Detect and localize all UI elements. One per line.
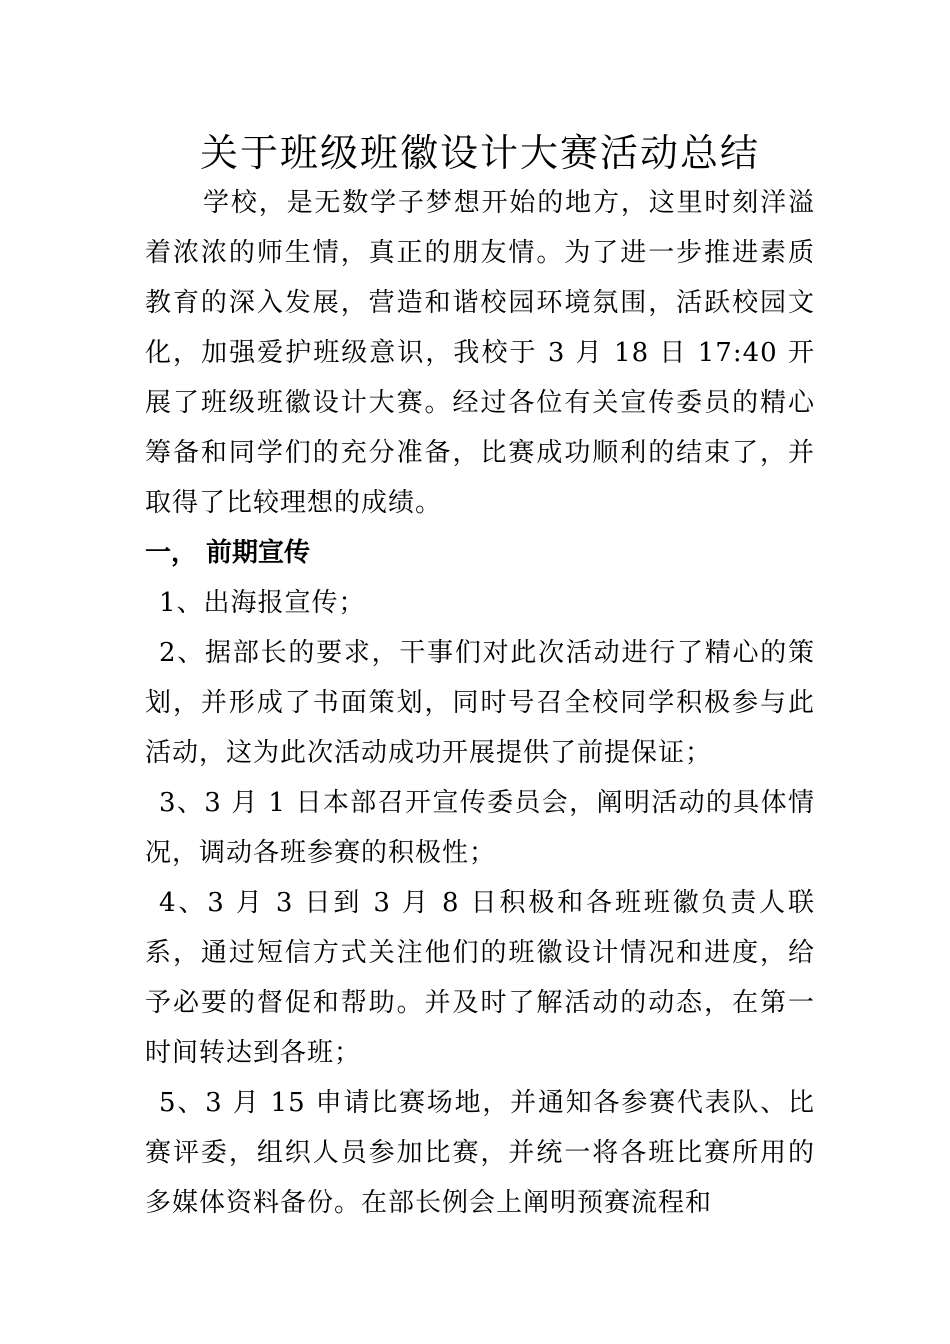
list-item-4: 4、3 月 3 日到 3 月 8 日积极和各班班徽负责人联系，通过短信方式关注他们的班徽设计情况和进度，给予必要的督促和帮助。并及时了解活动的动态，在第一时间转达到各班； xyxy=(145,888,815,1068)
list-item-2: 2、据部长的要求，干事们对此次活动进行了精心的策划，并形成了书面策划，同时号召全校同学积极参与此活动，这为此次活动成功开展提供了前提保证； xyxy=(145,638,815,768)
list-item-1: 1、出海报宣传； xyxy=(159,588,366,618)
list-item-3: 3、3 月 1 日本部召开宣传委员会，阐明活动的具体情况，调动各班参赛的积极性； xyxy=(145,788,815,868)
document-title: 关于班级班徽设计大赛活动总结 xyxy=(199,131,760,175)
list-item-5: 5、3 月 15 申请比赛场地，并通知各参赛代表队、比赛评委，组织人员参加比赛，并统一将各班比赛所用的多媒体资料备份。在部长例会上阐明预赛流程和 xyxy=(145,1088,815,1218)
section-heading-publicity: 一， 前期宣传 xyxy=(145,538,311,568)
intro-paragraph: 学校，是无数学子梦想开始的地方，这里时刻洋溢着浓浓的师生情，真正的朋友情。为了进一步推进素质教育的深入发展，营造和谐校园环境氛围，活跃校园文化，加强爱护班级意识，我校于 3 月 18 日 17:40 开展了班级班徽设计大赛。经过各位有关宣传委员的精心筹备和同学们的充分准备，比赛成功顺利的结束了，并取得了比较理想的成绩。 xyxy=(145,188,815,518)
document-page xyxy=(145,128,815,1228)
